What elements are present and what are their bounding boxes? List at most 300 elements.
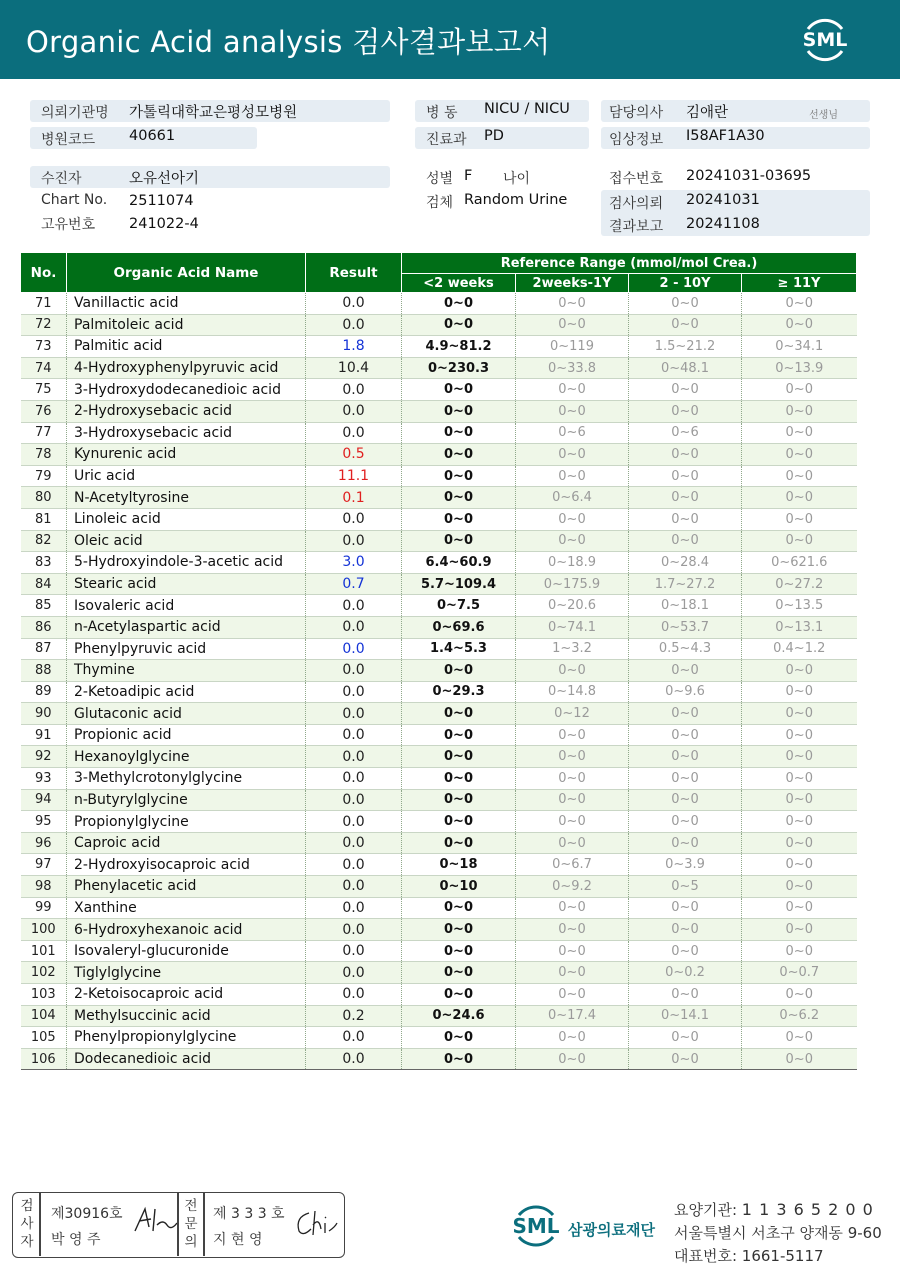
table-row — [21, 379, 857, 401]
acid-name: 2-Hydroxysebacic acid — [67, 400, 306, 422]
acid-name: Isovaleric acid — [67, 595, 306, 617]
patient-label: 수진자 — [41, 171, 82, 187]
acid-name: Tiglylglycine — [67, 962, 306, 984]
row-number: 97 — [21, 854, 67, 876]
table-row — [21, 724, 857, 746]
ref-ge11y: 0~0 — [742, 789, 857, 811]
acid-name: Linoleic acid — [67, 508, 306, 530]
ref-ge11y: 0~0 — [742, 681, 857, 703]
ref-2weeks-1y: 0~0 — [516, 444, 629, 466]
ref-ge11y: 0~0 — [742, 508, 857, 530]
ref-ge11y: 0~0 — [742, 811, 857, 833]
ref-2weeks-1y: 0~0 — [516, 940, 629, 962]
ref-2-10y: 0.5~4.3 — [629, 638, 742, 660]
ref-ge11y: 0~0 — [742, 530, 857, 552]
doctor-value: 김애란 — [686, 105, 729, 121]
ref-2-10y: 0~0 — [629, 940, 742, 962]
ref-2-10y: 0~0 — [629, 487, 742, 509]
result-value: 0.0 — [306, 832, 402, 854]
ref-lt2weeks: 0~0 — [402, 508, 516, 530]
divider — [203, 1193, 205, 1256]
table-row — [21, 1027, 857, 1049]
acid-name: Thymine — [67, 660, 306, 682]
ref-2-10y: 0~0 — [629, 789, 742, 811]
row-number: 78 — [21, 444, 67, 466]
ref-lt2weeks: 5.7~109.4 — [402, 573, 516, 595]
acid-name: Glutaconic acid — [67, 703, 306, 725]
ref-lt2weeks: 6.4~60.9 — [402, 552, 516, 574]
result-value: 0.0 — [306, 811, 402, 833]
ref-ge11y: 0~13.1 — [742, 616, 857, 638]
info-pill — [30, 166, 390, 188]
ref-ge11y: 0~0.7 — [742, 962, 857, 984]
ref-2-10y: 0~0 — [629, 400, 742, 422]
ref-2-10y: 0~0 — [629, 832, 742, 854]
row-number: 100 — [21, 919, 67, 941]
result-value: 1.8 — [306, 336, 402, 358]
ref-ge11y: 0~0 — [742, 1048, 857, 1070]
table-row — [21, 854, 857, 876]
row-number: 94 — [21, 789, 67, 811]
ref-lt2weeks: 0~0 — [402, 940, 516, 962]
ref-2weeks-1y: 0~0 — [516, 789, 629, 811]
ref-lt2weeks: 0~0 — [402, 789, 516, 811]
ref-2weeks-1y: 0~0 — [516, 379, 629, 401]
ref-ge11y: 0~621.6 — [742, 552, 857, 574]
ref-ge11y: 0~0 — [742, 919, 857, 941]
patient-value: 오유선아기 — [129, 171, 200, 187]
table-row — [21, 660, 857, 682]
logo-text: SML — [802, 29, 848, 51]
result-value: 0.0 — [306, 1048, 402, 1070]
row-number: 90 — [21, 703, 67, 725]
receipt-label: 접수번호 — [609, 171, 664, 187]
institution-code — [674, 1199, 874, 1220]
row-number: 85 — [21, 595, 67, 617]
ref-2-10y: 0~0 — [629, 444, 742, 466]
table-row — [21, 703, 857, 725]
ref-lt2weeks: 0~0 — [402, 660, 516, 682]
row-number: 75 — [21, 379, 67, 401]
ref-lt2weeks: 0~24.6 — [402, 1005, 516, 1027]
result-value: 0.0 — [306, 422, 402, 444]
ref-lt2weeks: 0~0 — [402, 897, 516, 919]
req-date-label: 검사의뢰 — [609, 196, 664, 212]
row-number: 73 — [21, 336, 67, 358]
result-value: 0.0 — [306, 595, 402, 617]
acid-name: n-Acetylaspartic acid — [67, 616, 306, 638]
ref-2weeks-1y: 0~0 — [516, 1048, 629, 1070]
address: 서울특별시 서초구 양재동 9-60 — [674, 1224, 882, 1242]
row-number: 102 — [21, 962, 67, 984]
specimen-label: 검체 — [426, 195, 454, 211]
row-number: 92 — [21, 746, 67, 768]
ref-ge11y: 0~0 — [742, 984, 857, 1006]
row-number: 99 — [21, 897, 67, 919]
row-number: 96 — [21, 832, 67, 854]
hosp-code-label: 병원코드 — [41, 132, 96, 148]
ref-2weeks-1y: 0~6.7 — [516, 854, 629, 876]
table-row — [21, 422, 857, 444]
table-row — [21, 530, 857, 552]
ref-2weeks-1y: 0~0 — [516, 919, 629, 941]
table-row — [21, 832, 857, 854]
ref-2-10y: 0~0.2 — [629, 962, 742, 984]
signature-box — [12, 1192, 345, 1258]
clinical-value: I58AF1A30 — [686, 128, 765, 144]
ref-ge11y: 0~0 — [742, 768, 857, 790]
chart-value: 2511074 — [129, 193, 194, 209]
ref-ge11y: 0~0 — [742, 422, 857, 444]
req-org-value: 가톨릭대학교은평성모병원 — [129, 105, 298, 121]
ref-2-10y: 0~0 — [629, 746, 742, 768]
ref-ge11y: 0~0 — [742, 314, 857, 336]
ref-2weeks-1y: 0~33.8 — [516, 357, 629, 379]
result-value: 10.4 — [306, 357, 402, 379]
row-number: 71 — [21, 293, 67, 315]
phone-label: 대표번호: — [674, 1247, 742, 1265]
ref-lt2weeks: 0~0 — [402, 832, 516, 854]
institution-code-label: 요양기관: — [674, 1201, 742, 1219]
ref-lt2weeks: 0~0 — [402, 984, 516, 1006]
row-number: 89 — [21, 681, 67, 703]
specimen-value: Random Urine — [464, 192, 568, 208]
ref-2weeks-1y: 0~12 — [516, 703, 629, 725]
clinical-label: 임상정보 — [609, 132, 664, 148]
table-row — [21, 444, 857, 466]
ref-2weeks-1y: 0~0 — [516, 508, 629, 530]
req-org-label: 의뢰기관명 — [41, 105, 109, 121]
ref-2weeks-1y: 0~74.1 — [516, 616, 629, 638]
acid-name: Propionylglycine — [67, 811, 306, 833]
ref-ge11y: 0~0 — [742, 897, 857, 919]
ref-ge11y: 0~0 — [742, 746, 857, 768]
table-row — [21, 400, 857, 422]
inspector-label: 검사자 — [20, 1198, 34, 1250]
table-row — [21, 962, 857, 984]
ref-lt2weeks: 0~0 — [402, 379, 516, 401]
ref-2weeks-1y: 0~0 — [516, 768, 629, 790]
ref-2weeks-1y: 0~20.6 — [516, 595, 629, 617]
acid-name: Kynurenic acid — [67, 444, 306, 466]
ref-lt2weeks: 0~0 — [402, 487, 516, 509]
row-number: 103 — [21, 984, 67, 1006]
ref-ge11y: 0~0 — [742, 487, 857, 509]
ref-lt2weeks: 0~0 — [402, 724, 516, 746]
table-row — [21, 681, 857, 703]
result-value: 0.0 — [306, 293, 402, 315]
ref-lt2weeks: 0~0 — [402, 811, 516, 833]
inspector-name: 박 영 주 — [51, 1232, 101, 1248]
req-date-value: 20241031 — [686, 192, 760, 208]
row-number: 87 — [21, 638, 67, 660]
table-row — [21, 984, 857, 1006]
acid-name: 3-Hydroxydodecanedioic acid — [67, 379, 306, 401]
result-value: 0.0 — [306, 768, 402, 790]
age-label: 나이 — [503, 171, 531, 187]
acid-name: Isovaleryl-glucuronide — [67, 940, 306, 962]
result-value: 11.1 — [306, 465, 402, 487]
ref-2-10y: 0~14.1 — [629, 1005, 742, 1027]
ref-2-10y: 0~0 — [629, 724, 742, 746]
result-value: 3.0 — [306, 552, 402, 574]
ref-2-10y: 1.7~27.2 — [629, 573, 742, 595]
row-number: 101 — [21, 940, 67, 962]
report-title: Organic Acid analysis 검사결과보고서 — [26, 25, 551, 59]
ref-2weeks-1y: 0~0 — [516, 314, 629, 336]
row-number: 77 — [21, 422, 67, 444]
result-value: 0.0 — [306, 400, 402, 422]
report-date-label: 결과보고 — [609, 219, 664, 235]
report-header — [0, 0, 900, 79]
ref-ge11y: 0~0 — [742, 940, 857, 962]
ref-ge11y: 0~0 — [742, 444, 857, 466]
row-number: 104 — [21, 1005, 67, 1027]
ref-2-10y: 0~5 — [629, 876, 742, 898]
acid-name: Palmitic acid — [67, 336, 306, 358]
table-row — [21, 314, 857, 336]
result-value: 0.0 — [306, 746, 402, 768]
sex-label: 성별 — [426, 171, 454, 187]
result-value: 0.0 — [306, 508, 402, 530]
ref-2weeks-1y: 1~3.2 — [516, 638, 629, 660]
acid-name: Stearic acid — [67, 573, 306, 595]
result-value: 0.2 — [306, 1005, 402, 1027]
ref-2weeks-1y: 0~9.2 — [516, 876, 629, 898]
ref-lt2weeks: 0~230.3 — [402, 357, 516, 379]
ref-ge11y: 0~0 — [742, 465, 857, 487]
result-value: 0.0 — [306, 379, 402, 401]
table-row — [21, 768, 857, 790]
ref-lt2weeks: 0~18 — [402, 854, 516, 876]
result-value: 0.0 — [306, 854, 402, 876]
ref-2weeks-1y: 0~0 — [516, 465, 629, 487]
ward-label: 병 동 — [426, 105, 458, 121]
row-number: 95 — [21, 811, 67, 833]
table-row — [21, 876, 857, 898]
ref-lt2weeks: 0~0 — [402, 1048, 516, 1070]
row-number: 86 — [21, 616, 67, 638]
ref-lt2weeks: 0~0 — [402, 703, 516, 725]
ref-lt2weeks: 0~0 — [402, 444, 516, 466]
footer-logo — [510, 1200, 562, 1252]
table-row — [21, 919, 857, 941]
ref-2weeks-1y: 0~0 — [516, 811, 629, 833]
ref-2weeks-1y: 0~0 — [516, 400, 629, 422]
table-row — [21, 1048, 857, 1070]
ref-lt2weeks: 0~0 — [402, 422, 516, 444]
acid-name: Uric acid — [67, 465, 306, 487]
ref-2weeks-1y: 0~0 — [516, 984, 629, 1006]
ref-2-10y: 0~0 — [629, 811, 742, 833]
row-number: 74 — [21, 357, 67, 379]
ref-2weeks-1y: 0~0 — [516, 897, 629, 919]
result-value: 0.0 — [306, 789, 402, 811]
ref-lt2weeks: 0~0 — [402, 746, 516, 768]
result-value: 0.0 — [306, 940, 402, 962]
row-number: 81 — [21, 508, 67, 530]
ref-2-10y: 0~9.6 — [629, 681, 742, 703]
row-number: 72 — [21, 314, 67, 336]
table-row — [21, 357, 857, 379]
ref-2-10y: 0~0 — [629, 530, 742, 552]
row-number: 83 — [21, 552, 67, 574]
acid-name: Phenylpyruvic acid — [67, 638, 306, 660]
ref-lt2weeks: 0~0 — [402, 919, 516, 941]
ref-lt2weeks: 1.4~5.3 — [402, 638, 516, 660]
report-date-value: 20241108 — [686, 216, 760, 232]
institution-code-value: 1 1 3 6 5 2 0 0 — [741, 1200, 874, 1219]
hosp-code-value: 40661 — [129, 128, 176, 144]
ref-2weeks-1y: 0~0 — [516, 746, 629, 768]
table-row — [21, 595, 857, 617]
acid-name: 6-Hydroxyhexanoic acid — [67, 919, 306, 941]
acid-name: Hexanoylglycine — [67, 746, 306, 768]
ref-2weeks-1y: 0~6 — [516, 422, 629, 444]
acid-name: 2-Ketoisocaproic acid — [67, 984, 306, 1006]
ref-lt2weeks: 0~0 — [402, 400, 516, 422]
table-row — [21, 293, 857, 315]
ref-2weeks-1y: 0~18.9 — [516, 552, 629, 574]
row-number: 106 — [21, 1048, 67, 1070]
ref-ge11y: 0.4~1.2 — [742, 638, 857, 660]
ref-2-10y: 0~6 — [629, 422, 742, 444]
result-value: 0.0 — [306, 681, 402, 703]
ref-2-10y: 0~0 — [629, 984, 742, 1006]
ref-2-10y: 0~3.9 — [629, 854, 742, 876]
acid-name: Xanthine — [67, 897, 306, 919]
divider — [39, 1193, 41, 1256]
ref-2-10y: 0~0 — [629, 919, 742, 941]
ref-2-10y: 0~53.7 — [629, 616, 742, 638]
row-number: 105 — [21, 1027, 67, 1049]
result-value: 0.0 — [306, 962, 402, 984]
ref-lt2weeks: 0~0 — [402, 962, 516, 984]
acid-name: Propionic acid — [67, 724, 306, 746]
ref-2weeks-1y: 0~0 — [516, 724, 629, 746]
ref-2-10y: 0~0 — [629, 1027, 742, 1049]
table-row — [21, 487, 857, 509]
specialist-label: 전문의 — [184, 1198, 198, 1250]
result-value: 0.7 — [306, 573, 402, 595]
row-number: 82 — [21, 530, 67, 552]
result-value: 0.0 — [306, 703, 402, 725]
ref-2weeks-1y: 0~14.8 — [516, 681, 629, 703]
ref-2-10y: 1.5~21.2 — [629, 336, 742, 358]
sml-logo — [800, 15, 850, 65]
ref-2weeks-1y: 0~0 — [516, 832, 629, 854]
acid-name: 3-Hydroxysebacic acid — [67, 422, 306, 444]
divider — [177, 1193, 179, 1256]
sex-value: F — [464, 168, 473, 184]
ref-ge11y: 0~0 — [742, 832, 857, 854]
ref-2-10y: 0~0 — [629, 465, 742, 487]
result-value: 0.0 — [306, 984, 402, 1006]
row-number: 84 — [21, 573, 67, 595]
result-value: 0.5 — [306, 444, 402, 466]
ref-2-10y: 0~0 — [629, 1048, 742, 1070]
row-number: 88 — [21, 660, 67, 682]
result-value: 0.0 — [306, 660, 402, 682]
col-header-2weeks-1y: 2weeks-1Y — [516, 274, 629, 293]
ref-2weeks-1y: 0~0 — [516, 1027, 629, 1049]
ref-2weeks-1y: 0~6.4 — [516, 487, 629, 509]
acid-name: Phenylacetic acid — [67, 876, 306, 898]
ward-value: NICU / NICU — [484, 101, 570, 117]
ref-2-10y: 0~18.1 — [629, 595, 742, 617]
col-header-ge11y: ≥ 11Y — [742, 274, 857, 293]
table-row — [21, 897, 857, 919]
result-value: 0.0 — [306, 530, 402, 552]
acid-name: N-Acetyltyrosine — [67, 487, 306, 509]
table-row — [21, 465, 857, 487]
ref-2-10y: 0~48.1 — [629, 357, 742, 379]
ref-2-10y: 0~0 — [629, 508, 742, 530]
chart-label: Chart No. — [41, 192, 108, 208]
ref-ge11y: 0~0 — [742, 660, 857, 682]
result-value: 0.0 — [306, 638, 402, 660]
ref-2weeks-1y: 0~0 — [516, 962, 629, 984]
uid-value: 241022-4 — [129, 216, 199, 232]
row-number: 80 — [21, 487, 67, 509]
ref-lt2weeks: 0~0 — [402, 314, 516, 336]
ref-2weeks-1y: 0~0 — [516, 293, 629, 315]
ref-2-10y: 0~0 — [629, 768, 742, 790]
ref-ge11y: 0~0 — [742, 876, 857, 898]
acid-name: Palmitoleic acid — [67, 314, 306, 336]
acid-name: Methylsuccinic acid — [67, 1005, 306, 1027]
acid-name: 5-Hydroxyindole-3-acetic acid — [67, 552, 306, 574]
ref-2-10y: 0~28.4 — [629, 552, 742, 574]
table-row — [21, 789, 857, 811]
ref-lt2weeks: 0~0 — [402, 465, 516, 487]
specialist-signature-icon — [293, 1207, 339, 1239]
ref-ge11y: 0~13.5 — [742, 595, 857, 617]
table-row — [21, 940, 857, 962]
row-number: 93 — [21, 768, 67, 790]
phone — [674, 1245, 824, 1266]
specialist-license: 제 3 3 3 호 — [213, 1206, 285, 1222]
acid-name: 4-Hydroxyphenylpyruvic acid — [67, 357, 306, 379]
acid-name: Phenylpropionylglycine — [67, 1027, 306, 1049]
dept-value: PD — [484, 128, 504, 144]
ref-lt2weeks: 0~0 — [402, 768, 516, 790]
ref-2-10y: 0~0 — [629, 293, 742, 315]
acid-name: Vanillactic acid — [67, 293, 306, 315]
table-row — [21, 638, 857, 660]
table-row — [21, 508, 857, 530]
ref-2-10y: 0~0 — [629, 314, 742, 336]
col-header-lt2weeks: <2 weeks — [402, 274, 516, 293]
table-row — [21, 811, 857, 833]
acid-name: Dodecanedioic acid — [67, 1048, 306, 1070]
phone-value: 1661-5117 — [741, 1247, 824, 1265]
table-row — [21, 616, 857, 638]
table-row — [21, 746, 857, 768]
ref-lt2weeks: 0~7.5 — [402, 595, 516, 617]
result-value: 0.0 — [306, 897, 402, 919]
row-number: 91 — [21, 724, 67, 746]
ref-2weeks-1y: 0~0 — [516, 660, 629, 682]
ref-2weeks-1y: 0~119 — [516, 336, 629, 358]
table-row — [21, 1005, 857, 1027]
ref-lt2weeks: 0~0 — [402, 293, 516, 315]
ref-ge11y: 0~27.2 — [742, 573, 857, 595]
ref-lt2weeks: 4.9~81.2 — [402, 336, 516, 358]
table-row — [21, 336, 857, 358]
ref-2-10y: 0~0 — [629, 660, 742, 682]
row-number: 79 — [21, 465, 67, 487]
